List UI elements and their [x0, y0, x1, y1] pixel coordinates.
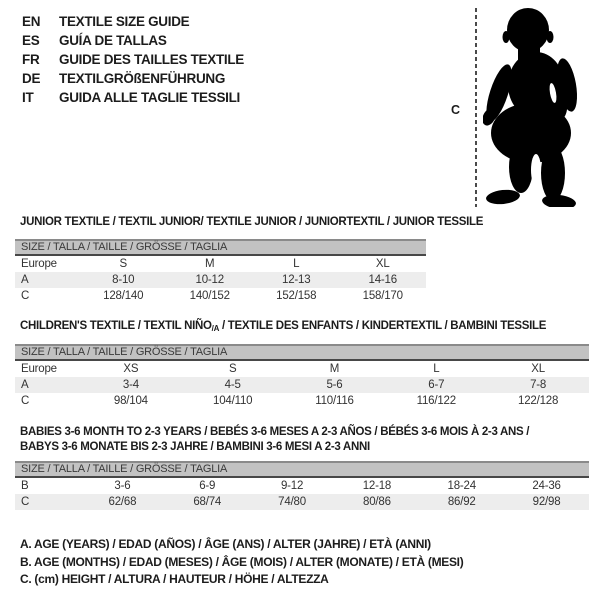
size-header-band: SIZE / TALLA / TAILLE / GRÖSSE / TAGLIA [15, 239, 426, 256]
age-cell: 3-4 [122, 379, 139, 391]
size-cell: XL [531, 363, 545, 375]
age-cell: 10-12 [195, 274, 224, 286]
table-row-height [15, 288, 426, 304]
language-title: GUIDA ALLE TAGLIE TESSILI [59, 90, 240, 105]
language-row-it [22, 88, 244, 107]
height-cell: 128/140 [103, 290, 144, 302]
table-row-height [15, 393, 589, 409]
height-cell: 158/170 [362, 290, 403, 302]
baby-silhouette [483, 5, 597, 207]
months-cell: 9-12 [280, 480, 304, 492]
table-row-age [15, 272, 426, 288]
babies-section-title-line1: BABIES 3-6 MONTH TO 2-3 YEARS / BEBÉS 3-6 MESES A 2-3 AÑOS / BÉBÉS 3-6 MOIS À 2-3 ANS / [20, 426, 530, 438]
height-cell: 86/92 [447, 496, 476, 508]
size-cell: S [228, 363, 237, 375]
size-header-band: SIZE / TALLA / TAILLE / GRÖSSE / TAGLIA [15, 461, 589, 478]
table-row-europe [15, 361, 589, 377]
language-title-list [22, 12, 244, 107]
age-cell: 5-6 [326, 379, 343, 391]
babies-size-table [15, 461, 589, 510]
row-label: C [21, 395, 30, 407]
language-code: DE [22, 71, 41, 86]
size-cell: XL [375, 258, 390, 270]
size-cell: L [433, 363, 440, 375]
language-row-en [22, 12, 244, 31]
age-cell: 8-10 [112, 274, 135, 286]
table-row-age [15, 377, 589, 393]
height-measure-label: C [451, 103, 461, 117]
row-label: B [21, 480, 29, 492]
age-cell: 4-5 [224, 379, 241, 391]
height-cell: 116/122 [416, 395, 456, 407]
height-cell: 122/128 [518, 395, 559, 407]
height-cell: 68/74 [193, 496, 222, 508]
table-row-height [15, 494, 589, 510]
language-row-fr [22, 50, 244, 69]
months-cell: 12-18 [362, 480, 392, 492]
babies-section-title-line2: BABYS 3-6 MONATE BIS 2-3 JAHRE / BAMBINI 3-6 MESI A 2-3 ANNI [20, 441, 370, 453]
size-cell: M [329, 363, 340, 375]
language-code: IT [22, 90, 34, 105]
children-size-table [15, 344, 589, 409]
size-cell: M [205, 258, 215, 270]
height-cell: 98/104 [113, 395, 148, 407]
age-cell: 12-13 [282, 274, 311, 286]
height-cell: 140/152 [189, 290, 230, 302]
footnote-age-months: B. AGE (MONTHS) / EDAD (MESES) / ÂGE (MOIS) / ALTER (MONATE) / ETÀ (MESI) [20, 554, 464, 569]
language-title: TEXTILE SIZE GUIDE [59, 14, 190, 29]
footnote-height-cm: C. (cm) HEIGHT / ALTURA / HAUTEUR / HÖHE / ALTEZZA [20, 572, 329, 586]
language-code: ES [22, 33, 40, 48]
height-cell: 80/86 [363, 496, 391, 508]
row-label: C [21, 496, 30, 508]
row-label: A [21, 274, 29, 286]
language-row-de [22, 69, 244, 88]
age-cell: 6-7 [428, 379, 445, 391]
junior-size-table [15, 239, 426, 304]
language-title: TEXTILGRÖßENFÜHRUNG [59, 71, 226, 86]
months-cell: 18-24 [447, 480, 476, 492]
language-title: GUIDE DES TAILLES TEXTILE [59, 52, 245, 67]
height-cell: 62/68 [108, 496, 137, 508]
age-cell: 7-8 [530, 379, 547, 391]
size-header-band: SIZE / TALLA / TAILLE / GRÖSSE / TAGLIA [15, 344, 589, 361]
table-row-months [15, 478, 589, 494]
height-cell: 110/116 [315, 395, 354, 407]
language-code: FR [22, 52, 40, 67]
height-cell: 92/98 [532, 496, 561, 508]
table-row-europe [15, 256, 426, 272]
size-cell: XS [123, 363, 139, 375]
row-label: A [21, 379, 29, 391]
months-cell: 6-9 [199, 480, 216, 492]
age-cell: 14-16 [368, 274, 397, 286]
size-cell: L [293, 258, 300, 270]
junior-section-title: JUNIOR TEXTILE / TEXTIL JUNIOR/ TEXTILE JUNIOR / JUNIORTEXTIL / JUNIOR TESSILE [20, 216, 484, 228]
row-label: C [21, 290, 30, 302]
language-row-es [22, 31, 244, 50]
months-cell: 3-6 [114, 480, 131, 492]
row-label: Europe [21, 258, 57, 270]
children-title-subscript: /A [211, 324, 220, 333]
language-code: EN [22, 14, 41, 29]
footnote-legend [20, 537, 463, 590]
height-dashed-line [475, 8, 477, 207]
footnote-age-years: A. AGE (YEARS) / EDAD (AÑOS) / ÂGE (ANS) / ALTER (JAHRE) / ETÀ (ANNI) [20, 537, 431, 551]
height-cell: 104/110 [213, 395, 253, 407]
children-section-title [20, 320, 546, 333]
language-title: GUÍA DE TALLAS [59, 33, 167, 48]
children-title-part: CHILDREN'S TEXTILE / TEXTIL NIÑO [20, 320, 212, 332]
children-title-part: / TEXTILE DES ENFANTS / KINDERTEXTIL / BAMBINI TESSILE [219, 320, 547, 332]
months-cell: 24-36 [532, 480, 561, 492]
row-label: Europe [21, 363, 57, 375]
height-cell: 152/158 [276, 290, 317, 302]
height-cell: 74/80 [278, 496, 306, 508]
size-cell: S [119, 258, 127, 270]
